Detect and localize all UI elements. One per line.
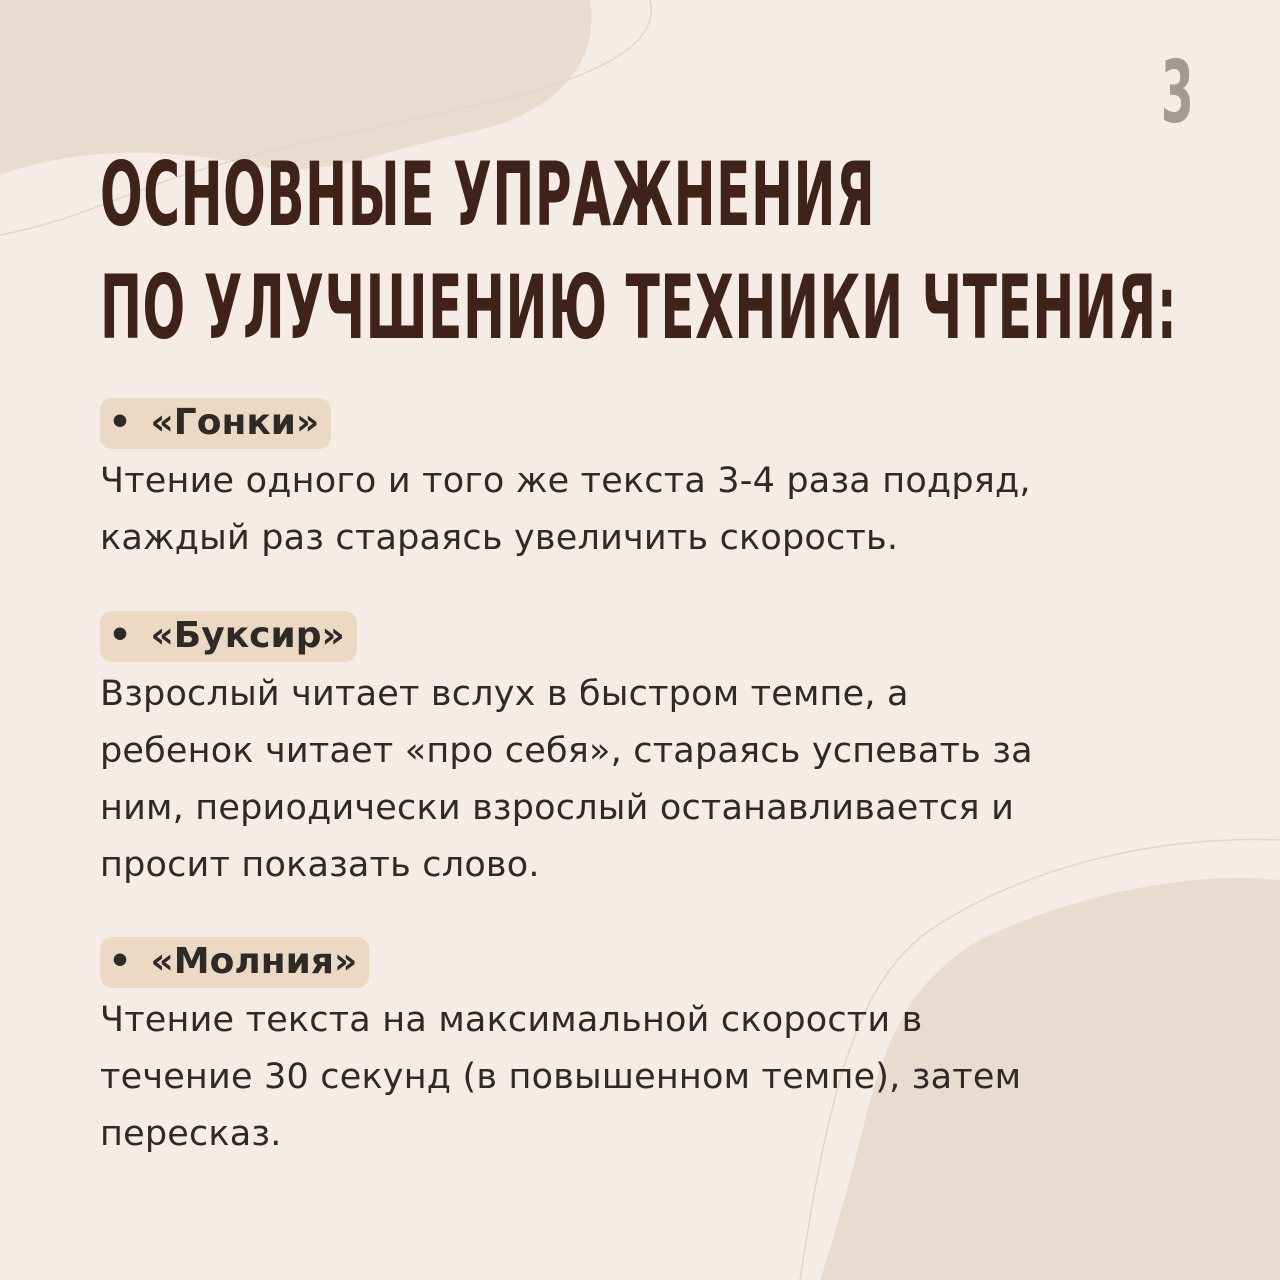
bullet-icon: • bbox=[108, 615, 132, 656]
description-line: Чтение текста на максимальной скорости в bbox=[100, 1000, 923, 1040]
description-line: Чтение одного и того же текста 3-4 раза подряд, bbox=[100, 461, 1031, 501]
description-line: пересказ. bbox=[100, 1114, 282, 1154]
title-line-1: ОСНОВНЫЕ УПРАЖНЕНИЯ bbox=[100, 143, 876, 246]
description-line: просит показать слово. bbox=[100, 845, 540, 885]
exercise-name: «Молния» bbox=[150, 941, 358, 982]
description-line: течение 30 секунд (в повышенном темпе), затем bbox=[100, 1057, 1022, 1097]
exercise-lightning bbox=[100, 937, 1190, 1163]
description-line: ним, периодически взрослый останавливается и bbox=[100, 788, 1015, 828]
exercise-name: «Буксир» bbox=[150, 615, 345, 656]
exercise-tag bbox=[100, 611, 357, 662]
exercise-description bbox=[100, 666, 1190, 894]
page-title bbox=[100, 138, 1183, 364]
exercise-description bbox=[100, 453, 1190, 567]
exercise-tag bbox=[100, 398, 331, 449]
bullet-icon: • bbox=[108, 402, 132, 443]
title-line-2: ПО УЛУЧШЕНИЮ ТЕХНИКИ ЧТЕНИЯ: bbox=[100, 256, 1178, 359]
description-line: каждый раз стараясь увеличить скорость. bbox=[100, 518, 899, 558]
bullet-icon: • bbox=[108, 941, 132, 982]
exercise-races bbox=[100, 398, 1190, 567]
exercise-description bbox=[100, 992, 1190, 1163]
page-number: 3 bbox=[1161, 43, 1194, 143]
exercise-tag bbox=[100, 937, 369, 988]
exercise-name: «Гонки» bbox=[150, 402, 320, 443]
description-line: Взрослый читает вслух в быстром темпе, а bbox=[100, 674, 909, 714]
exercise-tug bbox=[100, 611, 1190, 894]
description-line: ребенок читает «про себя», стараясь успевать за bbox=[100, 731, 1033, 771]
